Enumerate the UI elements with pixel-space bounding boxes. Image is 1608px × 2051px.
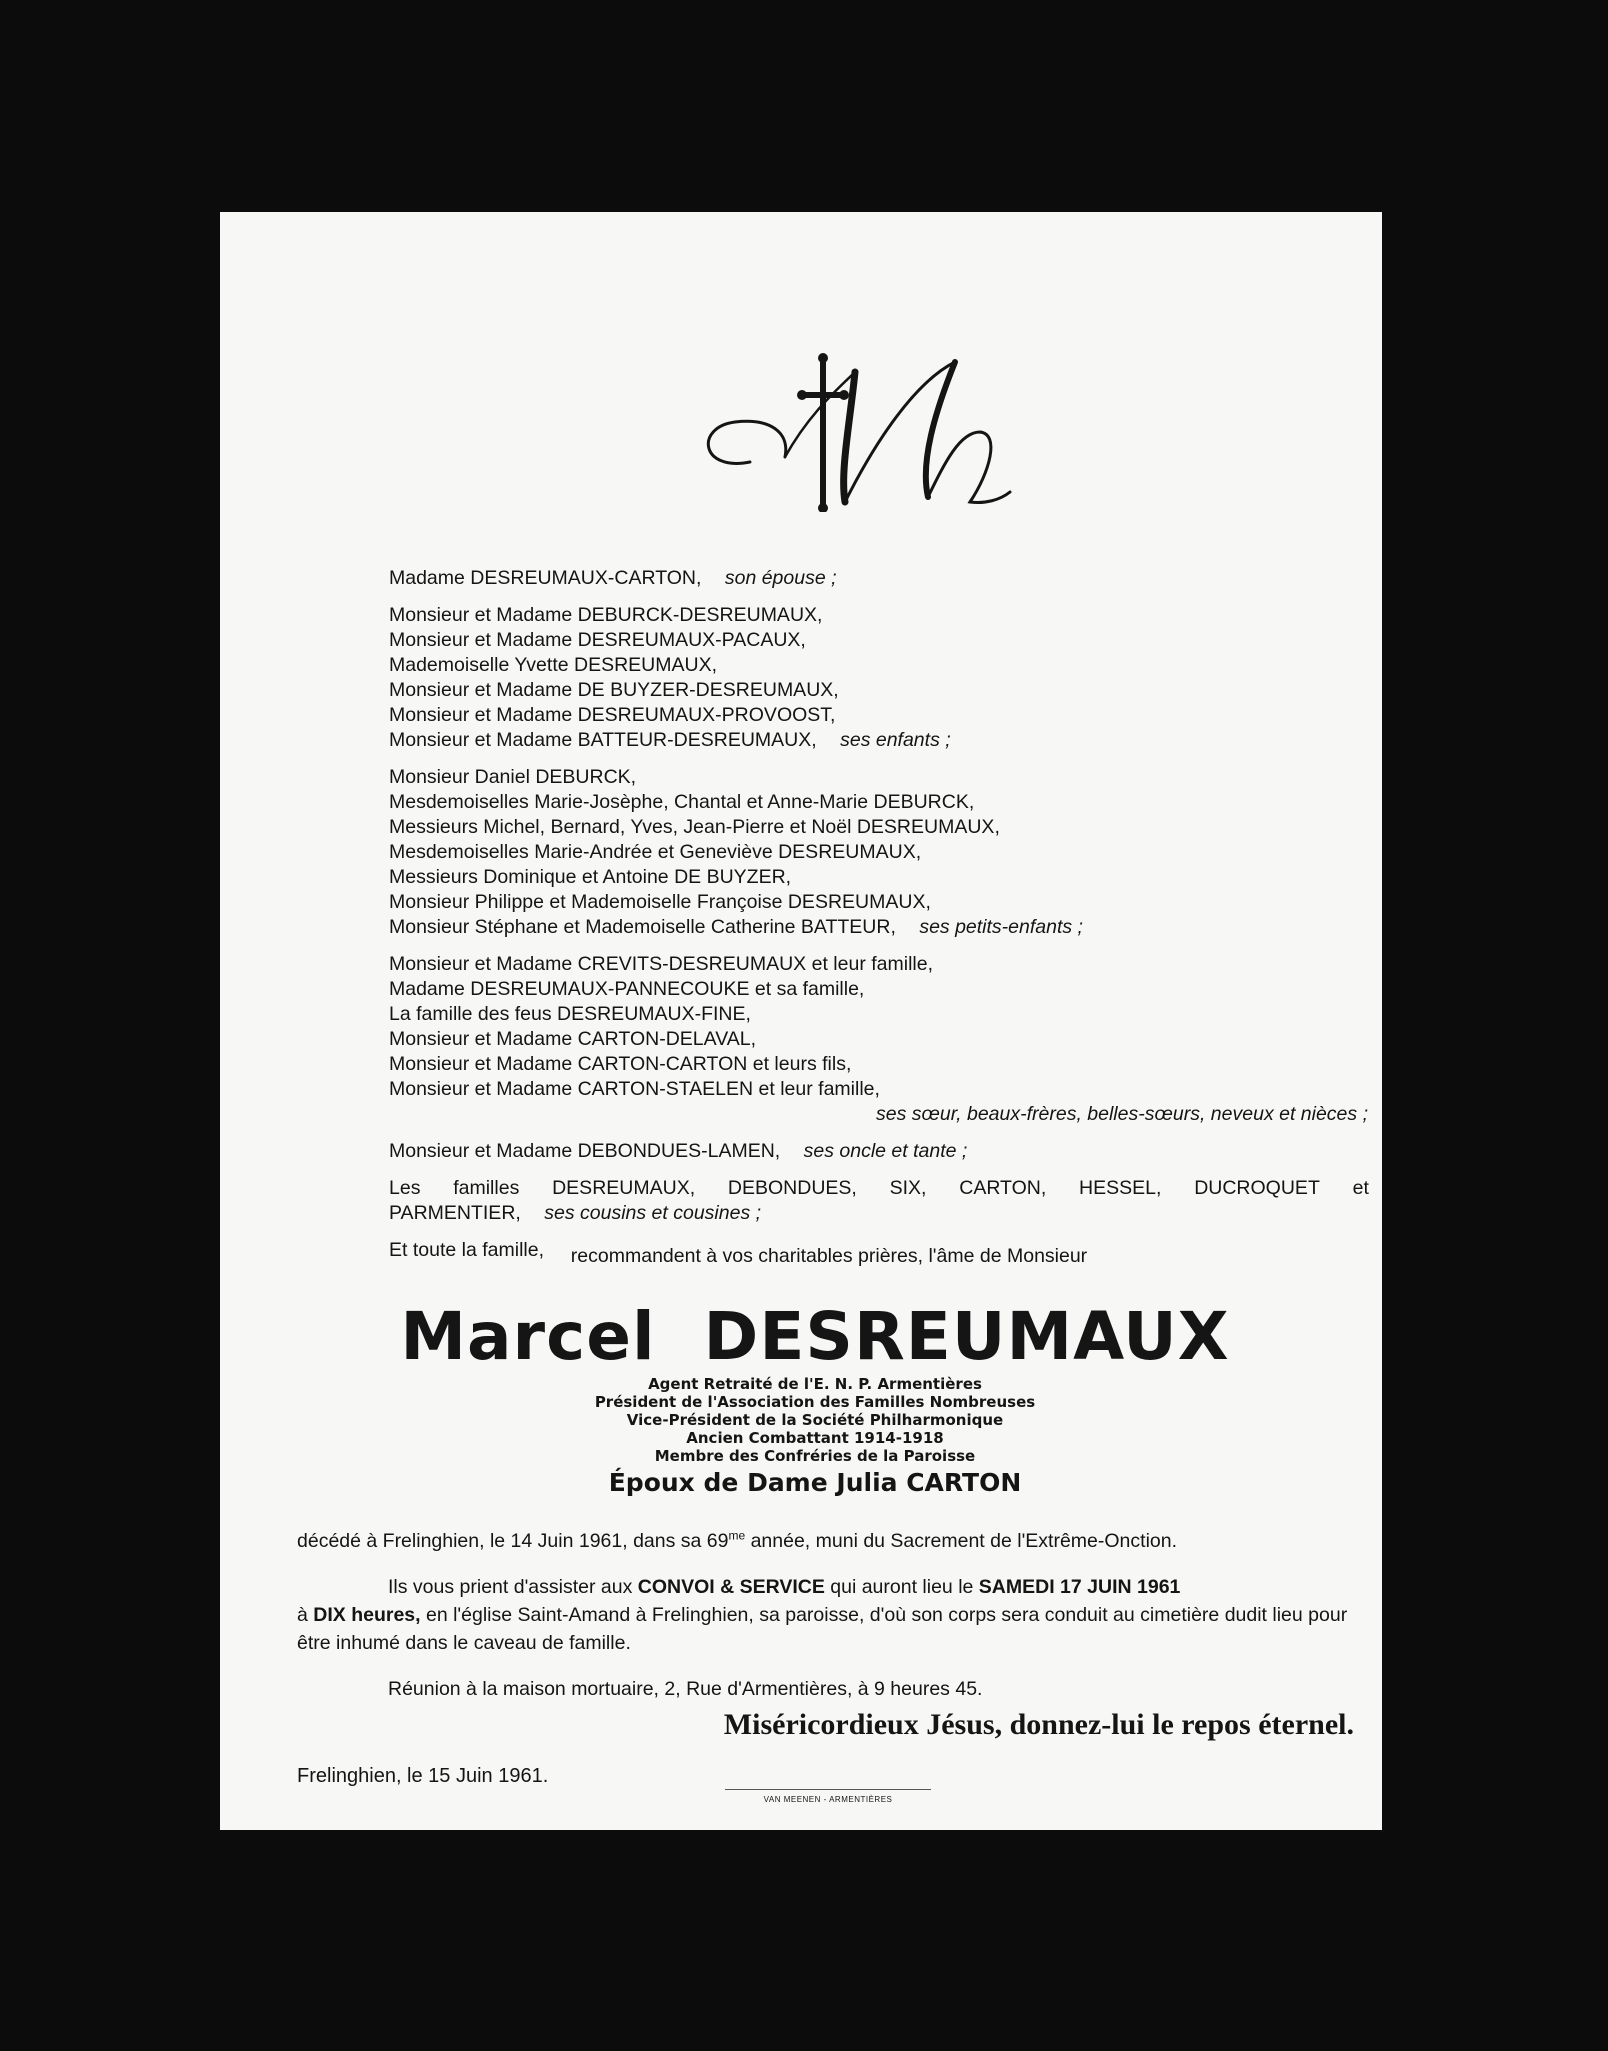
list-item: Mesdemoiselles Marie-Josèphe, Chantal et Anne-Marie DEBURCK, bbox=[389, 791, 975, 813]
closing-line: Frelinghien, le 15 Juin 1961. bbox=[297, 1765, 549, 1787]
grandchildren-group bbox=[389, 765, 1369, 940]
recommend-line: recommandent à vos charitables prières, l'âme de Monsieur bbox=[570, 1245, 1088, 1267]
list-item: Monsieur et Madame DE BUYZER-DESREUMAUX, bbox=[389, 679, 839, 701]
list-item-name: Monsieur et Madame BATTEUR-DESREUMAUX, bbox=[389, 729, 817, 751]
list-item: Monsieur et Madame CARTON-STAELEN et leur famille, bbox=[389, 1078, 880, 1100]
list-item: La famille des feus DESREUMAUX-FINE, bbox=[389, 1003, 751, 1025]
cousins-line-2 bbox=[389, 1201, 1369, 1226]
children-group bbox=[389, 603, 1369, 753]
list-item: Mesdemoiselles Marie-Andrée et Geneviève DESREUMAUX, bbox=[389, 841, 922, 863]
service-time: DIX heures, bbox=[313, 1604, 421, 1626]
prayer-line: Miséricordieux Jésus, donnez-lui le repos éternel. bbox=[723, 1708, 1354, 1741]
death-text-end: année, muni du Sacrement de l'Extrême-Onction. bbox=[745, 1530, 1178, 1552]
list-item bbox=[389, 915, 1369, 940]
children-role: ses enfants ; bbox=[840, 729, 951, 751]
cross-monogram-m-icon bbox=[690, 352, 1020, 512]
cousins-role: ses cousins et cousines ; bbox=[544, 1202, 762, 1224]
list-item: Monsieur et Madame CARTON-CARTON et leurs fils, bbox=[389, 1053, 852, 1075]
cousins-word: SIX, bbox=[889, 1177, 927, 1199]
deceased-titles bbox=[234, 1375, 1396, 1465]
death-paragraph bbox=[297, 1527, 1375, 1555]
reunion-line: Réunion à la maison mortuaire, 2, Rue d'Armentières, à 9 heures 45. bbox=[388, 1678, 983, 1700]
uncle-role: ses oncle et tante ; bbox=[803, 1140, 968, 1162]
cousins-word: familles bbox=[453, 1177, 520, 1199]
cousins-word: Les bbox=[389, 1177, 421, 1199]
siblings-role: ses sœur, beaux-frères, belles-sœurs, neveux et nièces ; bbox=[875, 1103, 1368, 1125]
list-item: Monsieur et Madame CREVITS-DESREUMAUX et leur famille, bbox=[389, 953, 933, 975]
cousins-word: et bbox=[1352, 1177, 1369, 1199]
cousins-word: HESSEL, bbox=[1079, 1177, 1162, 1199]
obituary-notice bbox=[220, 212, 1382, 1830]
divider bbox=[725, 1789, 931, 1790]
service-date: SAMEDI 17 JUIN 1961 bbox=[978, 1576, 1181, 1598]
service-text: en l'église Saint-Amand à Frelinghien, sa paroisse, d'où son corps sera conduit au cimetière dudit lieu pour être inhumé dans le caveau de famille. bbox=[297, 1604, 1348, 1654]
family-line: Et toute la famille, bbox=[389, 1239, 544, 1261]
cousins-group bbox=[389, 1176, 1369, 1226]
cousins-word: DEBONDUES, bbox=[727, 1177, 857, 1199]
list-item: Monsieur Philippe et Mademoiselle Françoise DESREUMAUX, bbox=[389, 891, 931, 913]
mourners-list bbox=[389, 566, 1369, 1263]
list-item: Messieurs Michel, Bernard, Yves, Jean-Pierre et Noël DESREUMAUX, bbox=[389, 816, 1000, 838]
title-line: Président de l'Association des Familles Nombreuses bbox=[594, 1393, 1036, 1411]
service-text: Ils vous prient d'assister aux bbox=[388, 1576, 638, 1598]
cousins-word: CARTON, bbox=[959, 1177, 1047, 1199]
list-item-name: Monsieur Stéphane et Mademoiselle Catherine BATTEUR, bbox=[389, 916, 896, 938]
title-line: Agent Retraité de l'E. N. P. Armentières bbox=[648, 1375, 982, 1393]
list-item: Messieurs Dominique et Antoine DE BUYZER, bbox=[389, 866, 792, 888]
list-item: Monsieur et Madame DESREUMAUX-PROVOOST, bbox=[389, 704, 836, 726]
cousins-word: DUCROQUET bbox=[1194, 1177, 1320, 1199]
cousins-word: DESREUMAUX, bbox=[552, 1177, 696, 1199]
service-bold: CONVOI & SERVICE bbox=[637, 1576, 825, 1598]
list-item: Monsieur Daniel DEBURCK, bbox=[389, 766, 637, 788]
list-item: Monsieur et Madame DEBURCK-DESREUMAUX, bbox=[389, 604, 823, 626]
printer-credit: VAN MEENEN - ARMENTIÈRES bbox=[763, 1795, 893, 1804]
title-line: Vice-Président de la Société Philharmonique bbox=[626, 1411, 1004, 1429]
service-paragraph-2 bbox=[297, 1601, 1375, 1657]
siblings-group bbox=[389, 952, 1369, 1127]
spouse-of-line: Époux de Dame Julia CARTON bbox=[608, 1468, 1022, 1497]
title-line: Ancien Combattant 1914-1918 bbox=[686, 1429, 944, 1447]
spouse-role: son épouse ; bbox=[724, 567, 837, 589]
cousins-line bbox=[389, 1176, 1369, 1201]
cousins-name: PARMENTIER, bbox=[389, 1202, 521, 1224]
service-text: qui auront lieu le bbox=[824, 1576, 979, 1598]
spouse-name: Madame DESREUMAUX-CARTON, bbox=[389, 567, 702, 589]
list-item: Monsieur et Madame CARTON-DELAVAL, bbox=[389, 1028, 757, 1050]
list-item: Madame DESREUMAUX-PANNECOUKE et sa famille, bbox=[389, 978, 865, 1000]
list-item: Mademoiselle Yvette DESREUMAUX, bbox=[389, 654, 718, 676]
list-item: Monsieur et Madame DESREUMAUX-PACAUX, bbox=[389, 629, 806, 651]
uncle-name: Monsieur et Madame DEBONDUES-LAMEN, bbox=[389, 1140, 781, 1162]
death-text: décédé à Frelinghien, le 14 Juin 1961, dans sa 69 bbox=[297, 1530, 729, 1552]
uncle-line bbox=[389, 1139, 1369, 1164]
service-paragraph bbox=[297, 1573, 1375, 1601]
ordinal-suffix: me bbox=[728, 1528, 746, 1543]
list-item bbox=[389, 728, 1369, 753]
service-text: à bbox=[297, 1604, 314, 1626]
spouse-line bbox=[389, 566, 1369, 591]
title-line: Membre des Confréries de la Paroisse bbox=[654, 1447, 976, 1465]
deceased-name: Marcel DESREUMAUX bbox=[400, 1298, 1230, 1375]
grandchildren-role: ses petits-enfants ; bbox=[919, 916, 1083, 938]
